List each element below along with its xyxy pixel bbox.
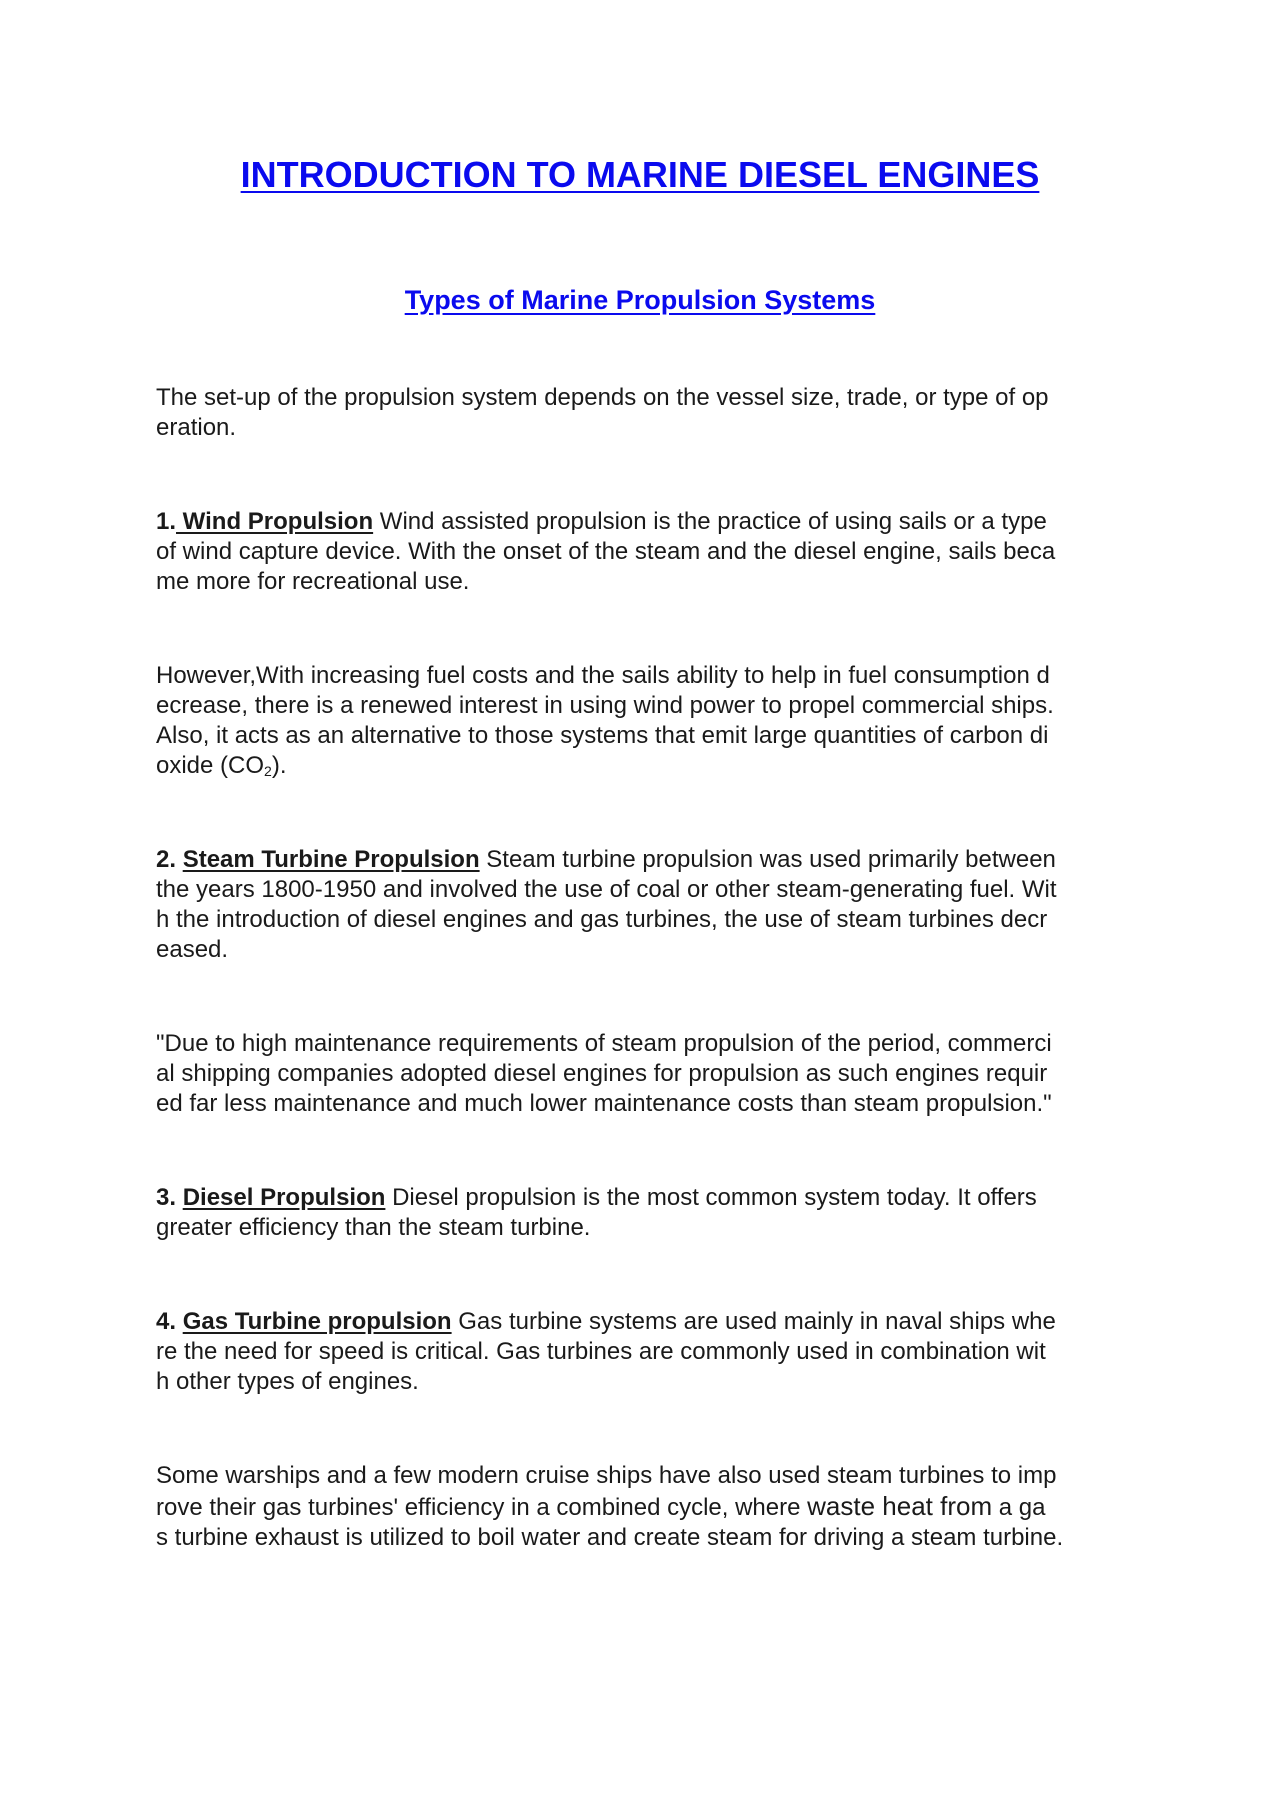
document-title: INTRODUCTION TO MARINE DIESEL ENGINES — [240, 154, 1040, 195]
wind-followup-end: ). — [271, 752, 287, 779]
steam-turbine-paragraph — [156, 845, 1136, 965]
gas-turbine-text: Gas turbine systems are used mainly in naval ships whe re the need for speed is critical. Gas turbines are commonly used in combination wit h other types of engines. — [156, 1308, 1056, 1395]
section-subtitle: Types of Marine Propulsion Systems — [404, 285, 876, 315]
item-number: 4. — [156, 1308, 183, 1335]
item-number: 2. — [156, 846, 183, 873]
diesel-propulsion-heading: Diesel Propulsion — [182, 1184, 386, 1211]
diesel-propulsion-text: Diesel propulsion is the most common system today. It offers greater efficiency than the steam turbine. — [156, 1184, 1037, 1241]
wind-propulsion-heading: Wind Propulsion — [176, 508, 374, 535]
steam-turbine-text: Steam turbine propulsion was used primarily between the years 1800-1950 and involved the use of coal or other steam-generating fuel. Wit h the introduction of diesel engines and gas turbines, the use of steam turbines decr eased. — [156, 846, 1057, 963]
closing-paragraph — [156, 1461, 1136, 1553]
item-number: 3. — [156, 1184, 183, 1211]
wind-followup-text: However,With increasing fuel costs and the sails ability to help in fuel consumption d ecrease, there is a renewed interest in using wind power to propel commercial ships. Also, it acts as an alternative to those systems that emit large quantities of carbon di oxide (CO — [156, 662, 1054, 779]
wind-propulsion-text: Wind assisted propulsion is the practice of using sails or a type of wind capture device. With the onset of the steam and the diesel engine, sails beca me more for recreational use. — [156, 508, 1056, 595]
closing-text-part2: a ga s turbine exhaust is utilized to boil water and create steam for driving a steam turbine. — [156, 1494, 1064, 1551]
steam-turbine-heading: Steam Turbine Propulsion — [182, 846, 480, 873]
closing-emphasis: waste heat from — [807, 1491, 993, 1521]
gas-turbine-heading: Gas Turbine propulsion — [182, 1308, 452, 1335]
intro-paragraph: The set-up of the propulsion system depends on the vessel size, trade, or type of op eration. — [156, 384, 1049, 441]
wind-followup-paragraph — [156, 661, 1136, 781]
co2-subscript: 2 — [264, 763, 272, 779]
wind-propulsion-paragraph — [156, 507, 1136, 597]
quote-paragraph: "Due to high maintenance requirements of steam propulsion of the period, commerci al shipping companies adopted diesel engines for propulsion as such engines requir ed far less maintenance and much lower maintenance costs than steam propulsion." — [156, 1030, 1052, 1117]
gas-turbine-paragraph — [156, 1307, 1136, 1397]
diesel-propulsion-paragraph — [156, 1183, 1136, 1243]
closing-text-part1: Some warships and a few modern cruise ships have also used steam turbines to imp rove their gas turbines' efficiency in a combined cycle, where — [156, 1462, 1057, 1521]
item-number: 1. — [156, 508, 177, 535]
